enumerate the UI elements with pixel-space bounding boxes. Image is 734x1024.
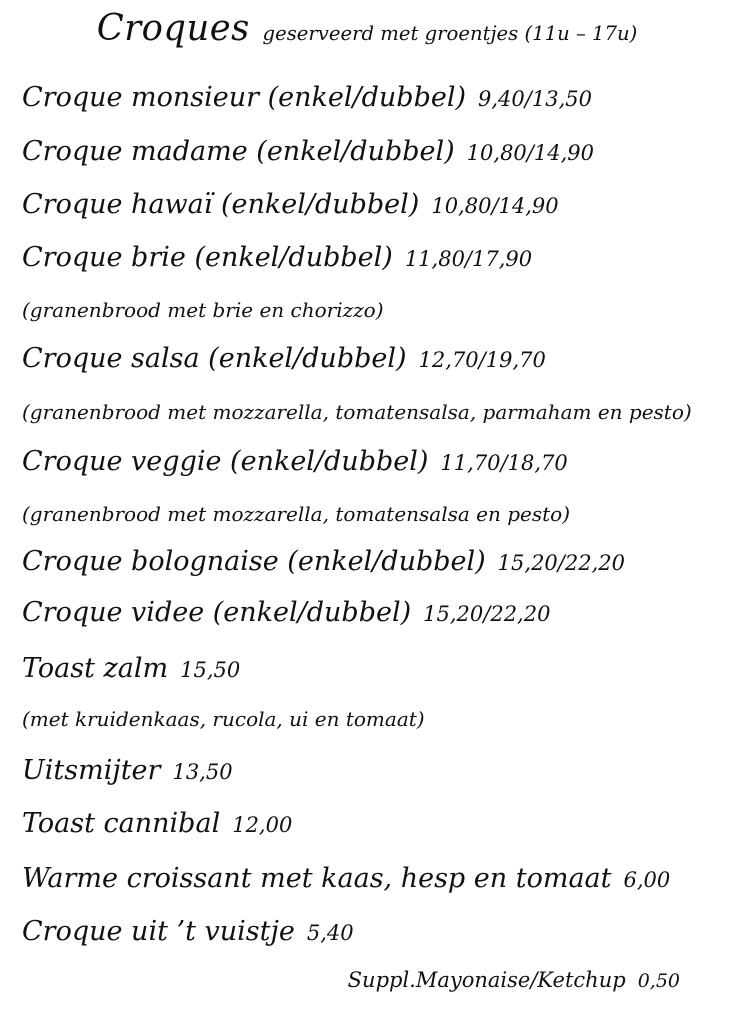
item-price: 10,80/14,90 [466, 141, 594, 165]
item-description [22, 400, 692, 424]
menu-item [22, 808, 292, 839]
menu-item [22, 136, 594, 167]
description-text: (granenbrood met brie en chorizzo) [22, 298, 384, 322]
item-description [22, 707, 425, 731]
menu-item [22, 755, 233, 786]
item-name: Croque veggie (enkel/dubbel) [22, 446, 429, 477]
item-name: Uitsmijter [22, 755, 161, 786]
item-price: 13,50 [172, 760, 233, 784]
item-price: 5,40 [306, 921, 354, 945]
item-price: 11,70/18,70 [440, 451, 568, 475]
menu-item [22, 597, 550, 628]
menu-item [22, 343, 546, 374]
description-text: (granenbrood met mozzarella, tomatensalsa en pesto) [22, 502, 571, 526]
item-price: 6,00 [623, 868, 671, 892]
item-price: 12,00 [232, 813, 293, 837]
item-description [22, 502, 570, 526]
menu-item [22, 242, 532, 273]
item-name: Croque brie (enkel/dubbel) [22, 242, 393, 273]
item-name: Croque videe (enkel/dubbel) [22, 597, 412, 628]
item-name: Croque salsa (enkel/dubbel) [22, 343, 407, 374]
item-name: Croque madame (enkel/dubbel) [22, 136, 455, 167]
description-text: (met kruidenkaas, rucola, ui en tomaat) [22, 707, 425, 731]
description-text: (granenbrood met mozzarella, tomatensalsa, parmaham en pesto) [22, 400, 692, 424]
menu-header [7, 8, 727, 49]
menu-item [22, 446, 568, 477]
item-price: 15,20/22,20 [423, 602, 551, 626]
item-name: Croque hawaï (enkel/dubbel) [22, 189, 420, 220]
menu-item [22, 653, 240, 684]
item-name: Croque monsieur (enkel/dubbel) [22, 82, 467, 113]
item-name: Croque uit ’t vuistje [22, 916, 295, 947]
item-price: 9,40/13,50 [478, 87, 592, 111]
supplement-line [348, 968, 680, 992]
item-price: 15,20/22,20 [497, 551, 625, 575]
item-name: Warme croissant met kaas, hesp en tomaat [22, 863, 612, 894]
item-name: Toast zalm [22, 653, 169, 684]
menu-item [22, 82, 592, 113]
supplement-price: 0,50 [637, 970, 680, 992]
item-price: 11,80/17,90 [404, 247, 533, 271]
menu-item [22, 189, 559, 220]
supplement-label: Suppl.Mayonaise/Ketchup [347, 968, 626, 992]
item-name: Croque bolognaise (enkel/dubbel) [22, 546, 486, 577]
item-description [22, 298, 384, 322]
menu-item [22, 863, 670, 894]
menu-item [22, 546, 625, 577]
item-price: 10,80/14,90 [431, 194, 559, 218]
item-name: Toast cannibal [22, 808, 221, 839]
page-subtitle: geserveerd met groentjes (11u – 17u) [262, 21, 638, 45]
menu-item [22, 916, 354, 947]
item-price: 12,70/19,70 [418, 348, 546, 372]
item-price: 15,50 [180, 658, 241, 682]
page-title: Croques [96, 8, 250, 49]
